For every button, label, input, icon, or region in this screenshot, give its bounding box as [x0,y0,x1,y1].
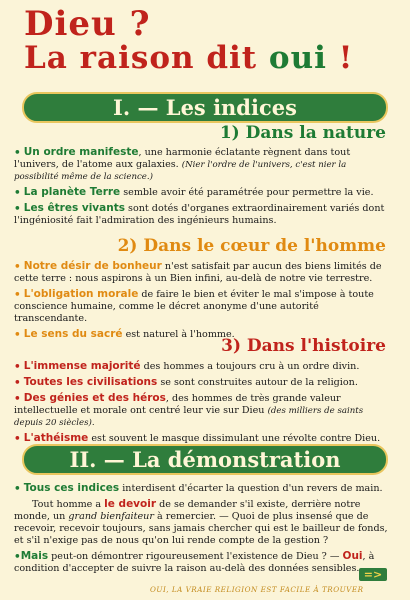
bullet-icon: • [14,329,21,341]
bullet-icon: • [14,433,21,445]
bullet-icon: • [14,187,21,199]
next-arrow-icon[interactable]: => [359,568,387,581]
list-item [14,288,390,325]
p3-oui: Oui [342,550,363,562]
bullet-icon: • [14,203,21,215]
title-prefix: La raison dit [24,40,269,76]
item-lead: L'athéisme [23,432,89,444]
sub2-title: 2) Dans le cœur de l'homme [117,236,386,256]
page-title-line1: Dieu ? [24,4,151,44]
item-lead: Toutes les civilisations [23,376,158,388]
item-note: (Nier l'ordre de l'univers, c'est nier la possibilité même de la science.) [14,160,347,182]
bullet-icon: • [14,147,21,159]
sub2-list [14,260,390,344]
p2-a: Tout homme a [32,499,105,510]
section2-body [14,482,390,578]
sub3-title: 3) Dans l'histoire [221,336,386,356]
paragraph [14,550,390,575]
item-lead: La planète Terre [23,186,121,198]
item-lead: Notre désir de bonheur [23,260,162,272]
list-item [14,186,390,199]
bullet-icon: • [14,289,21,301]
page-title-line2 [24,40,353,76]
item-text: semble avoir été paramétrée pour permettre la vie. [120,187,374,198]
item-lead: Un ordre manifeste [23,146,139,158]
p3-end: , à condition d'accepter de suivre la raison au-delà des données sensibles. [14,551,375,574]
section2-band [22,444,388,475]
section2-heading: II. — La démonstration [69,447,341,472]
paragraph [14,482,390,495]
bullet-icon: • [14,483,21,495]
item-text: , des hommes de très grande valeur intellectuelle et morale ont centré leur vie sur Dieu [14,393,341,416]
sub1-title: 1) Dans la nature [219,123,386,143]
p1-lead: Tous ces indices [23,482,120,494]
bullet-icon: • [14,261,21,273]
list-item [14,360,390,373]
bullet-icon: • [14,377,21,389]
list-item [14,260,390,285]
sub3-list [14,360,390,448]
item-text: est naturel à l'homme. [122,329,235,340]
item-text: se sont construites autour de la religion. [157,377,358,388]
p2-red: le devoir [104,498,157,510]
item-lead: L'obligation morale [23,288,139,300]
list-item [14,202,390,227]
p3-lead: Mais [20,550,49,562]
p2-c: à remercier. — Quoi de plus insensé que de recevoir, recevoir toujours, sans jamais chercher qui est le bailleur de fonds, et s'il n'exige pas de nous qu'on lui rende compte de la gestion ? [14,511,388,546]
item-text: sont dotés d'organes extraordinairement variés dont l'ingéniosité fait l'admiration des ingénieurs humains. [14,203,385,226]
item-text: est souvent le masque dissimulant une révolte contre Dieu. [88,433,381,444]
section1-band [22,92,388,123]
title-oui: oui [268,40,327,76]
list-item [14,376,390,389]
footer-text: OUI, LA VRAIE RELIGION EST FACILE À TROUVER [150,585,364,594]
bullet-icon: • [14,551,21,563]
sub1-list [14,146,390,230]
item-note: (des milliers de saints depuis 20 siècles). [14,406,364,428]
p3-text: peut-on démontrer rigoureusement l'existence de Dieu ? — [48,551,343,562]
p1-text: interdisent d'écarter la question d'un revers de main. [119,483,383,494]
item-text: n'est satisfait par aucun des biens limités de cette terre : nous aspirons à un Bien infini, au-delà de notre vie terrestre. [14,261,382,284]
item-lead: Des génies et des héros [23,392,166,404]
bullet-icon: • [14,393,21,405]
p2-b: de se demander s'il existe, derrière notre monde, un [14,499,361,522]
item-lead: Les êtres vivants [23,202,125,214]
list-item [14,146,390,183]
p2-italic: grand bienfaiteur [68,511,154,522]
item-text: , une harmonie éclatante règnent dans tout l'univers, de l'atome aux galaxies. [14,147,351,170]
section1-heading: I. — Les indices [113,95,297,120]
item-lead: Le sens du sacré [23,328,123,340]
list-item [14,392,390,429]
paragraph [14,498,390,547]
item-lead: L'immense majorité [23,360,141,372]
title-suffix: ! [326,40,354,76]
bullet-icon: • [14,361,21,373]
item-text: des hommes a toujours cru à un ordre divin. [140,361,360,372]
item-text: de faire le bien et éviter le mal s'impose à toute conscience humaine, comme le décret anonyme d'une autorité transcendante. [14,289,374,324]
